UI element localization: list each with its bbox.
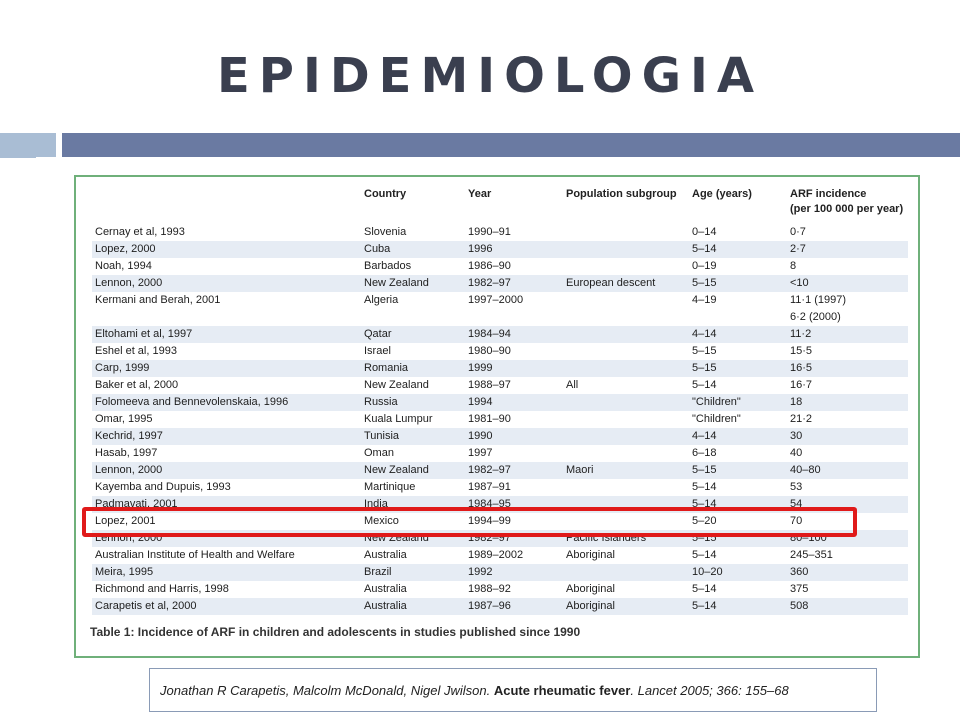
cell-year: 1981–90 xyxy=(468,413,511,425)
cell-study: Cernay et al, 1993 xyxy=(95,226,185,238)
caption-text: Incidence of ARF in children and adolescents in studies published since 1990 xyxy=(134,625,581,639)
citation-authors: Jonathan R Carapetis, Malcolm McDonald, Nigel Jwilson. xyxy=(160,683,491,698)
cell-incidence: 80–100 xyxy=(790,532,827,544)
cell-study: Lopez, 2000 xyxy=(95,243,156,255)
cell-study: Australian Institute of Health and Welfare xyxy=(95,549,295,561)
cell-incidence: 375 xyxy=(790,583,809,595)
table-row xyxy=(92,598,908,615)
cell-age: 6–18 xyxy=(692,447,717,459)
cell-country: New Zealand xyxy=(364,464,429,476)
table-row xyxy=(92,275,908,292)
table-row xyxy=(92,479,908,496)
highlight-box xyxy=(82,507,857,537)
cell-age: 5–15 xyxy=(692,362,717,374)
cell-age: 5–14 xyxy=(692,481,717,493)
cell-age: 0–19 xyxy=(692,260,717,272)
cell-country: Tunisia xyxy=(364,430,400,442)
cell-country: New Zealand xyxy=(364,277,429,289)
cell-study: Folomeeva and Bennevolenskaia, 1996 xyxy=(95,396,289,408)
cell-year: 1990 xyxy=(468,430,493,442)
cell-study: Lopez, 2001 xyxy=(95,515,156,527)
cell-age: 0–14 xyxy=(692,226,717,238)
cell-country: Israel xyxy=(364,345,391,357)
header-age: Age (years) xyxy=(692,188,752,200)
cell-incidence: 18 xyxy=(790,396,803,408)
cell-study: Kermani and Berah, 2001 xyxy=(95,294,221,306)
cell-incidence: 508 xyxy=(790,600,809,612)
cell-age: 10–20 xyxy=(692,566,723,578)
cell-incidence: 16·5 xyxy=(790,362,813,374)
cell-country: Kuala Lumpur xyxy=(364,413,433,425)
cell-year: 1999 xyxy=(468,362,493,374)
cell-incidence: 54 xyxy=(790,498,803,510)
caption-label: Table 1: xyxy=(90,625,135,639)
cell-age: 5–15 xyxy=(692,464,717,476)
cell-study: Hasab, 1997 xyxy=(95,447,158,459)
table-header xyxy=(76,177,918,224)
cell-country: Oman xyxy=(364,447,394,459)
cell-incidence: 2·7 xyxy=(790,243,806,255)
table-row xyxy=(92,377,908,394)
cell-age: 4–14 xyxy=(692,328,717,340)
cell-study: Padmavati, 2001 xyxy=(95,498,178,510)
accent-bar-left xyxy=(0,133,56,157)
slide-title: EPIDEMIOLOGIA xyxy=(217,48,763,104)
cell-study: Kayemba and Dupuis, 1993 xyxy=(95,481,231,493)
table-row xyxy=(92,547,908,564)
cell-country: Algeria xyxy=(364,294,399,306)
cell-age: 5–14 xyxy=(692,549,717,561)
cell-year: 1990–91 xyxy=(468,226,511,238)
header-country: Country xyxy=(364,188,407,200)
cell-age: 5–14 xyxy=(692,498,717,510)
cell-country: Russia xyxy=(364,396,398,408)
cell-study: Carapetis et al, 2000 xyxy=(95,600,197,612)
cell-age: 5–15 xyxy=(692,532,717,544)
cell-age: "Children" xyxy=(692,413,741,425)
table-row xyxy=(92,292,908,326)
cell-population: European descent xyxy=(566,277,656,289)
cell-incidence: 15·5 xyxy=(790,345,813,357)
cell-study: Baker et al, 2000 xyxy=(95,379,179,391)
citation-box xyxy=(149,668,877,712)
cell-country: Mexico xyxy=(364,515,399,527)
table-row xyxy=(92,394,908,411)
table-row xyxy=(92,581,908,598)
cell-country: Barbados xyxy=(364,260,412,272)
cell-incidence: 21·2 xyxy=(790,413,813,425)
cell-incidence: 16·7 xyxy=(790,379,813,391)
cell-population: All xyxy=(566,379,579,391)
header-year: Year xyxy=(468,188,492,200)
cell-study: Richmond and Harris, 1998 xyxy=(95,583,229,595)
cell-population: Aboriginal xyxy=(566,583,615,595)
cell-age: 5–14 xyxy=(692,379,717,391)
cell-age: 4–14 xyxy=(692,430,717,442)
cell-study: Lennon, 2000 xyxy=(95,532,163,544)
cell-incidence: 53 xyxy=(790,481,803,493)
table-row xyxy=(92,258,908,275)
cell-incidence: 0·7 xyxy=(790,226,806,238)
cell-age: 5–14 xyxy=(692,600,717,612)
header-incidence-label: ARF incidence xyxy=(790,188,867,200)
cell-incidence: 11·2 xyxy=(790,328,812,340)
table-row xyxy=(92,428,908,445)
cell-study: Lennon, 2000 xyxy=(95,277,163,289)
cell-study: Carp, 1999 xyxy=(95,362,150,374)
cell-country: Brazil xyxy=(364,566,392,578)
cell-year: 1982–97 xyxy=(468,532,511,544)
table-row xyxy=(92,241,908,258)
cell-country: New Zealand xyxy=(364,532,429,544)
cell-year: 1988–92 xyxy=(468,583,511,595)
cell-incidence-secondary: 6·2 (2000) xyxy=(790,311,841,323)
cell-country: Qatar xyxy=(364,328,392,340)
cell-year: 1982–97 xyxy=(468,277,511,289)
cell-country: Cuba xyxy=(364,243,391,255)
cell-year: 1994–99 xyxy=(468,515,511,527)
table-row xyxy=(92,564,908,581)
table-row xyxy=(92,326,908,343)
header-incidence-unit: (per 100 000 per year) xyxy=(790,203,904,215)
header-incidence xyxy=(790,187,903,217)
cell-study: Omar, 1995 xyxy=(95,413,153,425)
accent-bar-right xyxy=(62,133,960,157)
cell-country: Australia xyxy=(364,583,407,595)
cell-country: Martinique xyxy=(364,481,416,493)
cell-age: 5–14 xyxy=(692,583,717,595)
cell-year: 1980–90 xyxy=(468,345,511,357)
table-row xyxy=(92,224,908,241)
table-body xyxy=(92,224,908,615)
cell-year: 1994 xyxy=(468,396,493,408)
cell-population: Maori xyxy=(566,464,594,476)
table-row xyxy=(92,360,908,377)
cell-age: 5–14 xyxy=(692,243,717,255)
cell-incidence: 245–351 xyxy=(790,549,833,561)
cell-country: Slovenia xyxy=(364,226,407,238)
cell-year: 1987–91 xyxy=(468,481,511,493)
cell-country: India xyxy=(364,498,388,510)
cell-study: Eshel et al, 1993 xyxy=(95,345,177,357)
cell-country: Australia xyxy=(364,549,407,561)
table-row xyxy=(92,462,908,479)
citation-article: Acute rheumatic fever xyxy=(493,683,631,698)
cell-age: 5–20 xyxy=(692,515,717,527)
cell-incidence: 360 xyxy=(790,566,809,578)
cell-study: Kechrid, 1997 xyxy=(95,430,163,442)
cell-age: 5–15 xyxy=(692,345,717,357)
cell-incidence: <10 xyxy=(790,277,809,289)
table-figure xyxy=(74,175,920,658)
cell-year: 1997 xyxy=(468,447,493,459)
cell-year: 1992 xyxy=(468,566,493,578)
cell-year: 1986–90 xyxy=(468,260,511,272)
cell-study: Lennon, 2000 xyxy=(95,464,163,476)
cell-age: 5–15 xyxy=(692,277,717,289)
cell-country: Romania xyxy=(364,362,409,374)
cell-year: 1997–2000 xyxy=(468,294,524,306)
cell-population: Aboriginal xyxy=(566,549,615,561)
cell-incidence: 70 xyxy=(790,515,803,527)
cell-incidence: 8 xyxy=(790,260,797,272)
citation-journal: . Lancet 2005; 366: 155–68 xyxy=(630,683,789,698)
cell-country: Australia xyxy=(364,600,407,612)
cell-study: Meira, 1995 xyxy=(95,566,154,578)
accent-line xyxy=(0,157,36,158)
cell-incidence: 11·1 (1997) xyxy=(790,294,847,306)
cell-population: Aboriginal xyxy=(566,600,615,612)
cell-year: 1982–97 xyxy=(468,464,511,476)
cell-year: 1984–95 xyxy=(468,498,511,510)
cell-year: 1984–94 xyxy=(468,328,511,340)
cell-study: Eltohami et al, 1997 xyxy=(95,328,193,340)
cell-year: 1989–2002 xyxy=(468,549,524,561)
cell-age: "Children" xyxy=(692,396,741,408)
cell-incidence: 40–80 xyxy=(790,464,821,476)
cell-year: 1996 xyxy=(468,243,493,255)
table-row xyxy=(92,445,908,462)
cell-year: 1987–96 xyxy=(468,600,511,612)
cell-incidence: 30 xyxy=(790,430,803,442)
table-caption xyxy=(90,625,580,639)
cell-incidence: 40 xyxy=(790,447,803,459)
cell-year: 1988–97 xyxy=(468,379,511,391)
table-row xyxy=(92,411,908,428)
header-population: Population subgroup xyxy=(566,188,677,200)
cell-age: 4–19 xyxy=(692,294,717,306)
cell-population: Pacific Islanders xyxy=(566,532,647,544)
cell-country: New Zealand xyxy=(364,379,429,391)
table-row xyxy=(92,343,908,360)
cell-study: Noah, 1994 xyxy=(95,260,152,272)
